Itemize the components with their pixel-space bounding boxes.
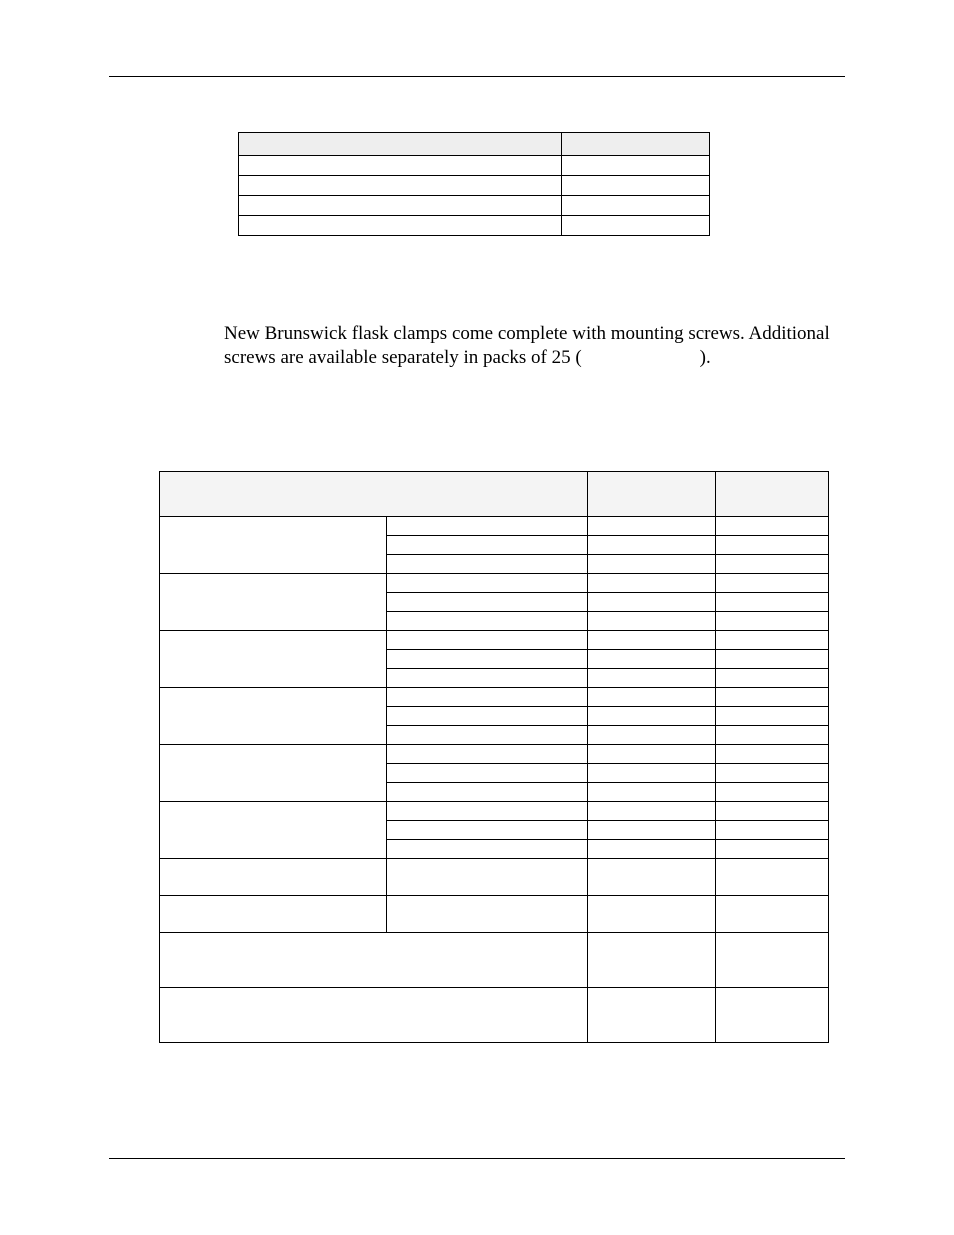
table-cell: [588, 574, 716, 593]
footer-rule: [109, 1158, 845, 1159]
table-cell: [387, 802, 588, 821]
table-header-cell: [562, 133, 710, 156]
table-cell: [588, 896, 716, 933]
table-row: [239, 216, 710, 236]
table-cell: [588, 988, 716, 1043]
table-cell: [387, 896, 588, 933]
table-cell: [387, 859, 588, 896]
table-group-cell: [160, 517, 387, 574]
table-cell: [239, 216, 562, 236]
table-cell: [387, 574, 588, 593]
table-cell: [716, 707, 829, 726]
table-row: [160, 574, 829, 593]
table-header-cell: [588, 472, 716, 517]
table-cell: [588, 707, 716, 726]
table-cell: [716, 593, 829, 612]
table-cell: [716, 821, 829, 840]
table-cell: [716, 555, 829, 574]
table-cell: [387, 688, 588, 707]
table-group-cell: [160, 802, 387, 859]
table-group-cell: [160, 574, 387, 631]
table-cell: [562, 216, 710, 236]
header-rule: [109, 76, 845, 77]
table-row: [160, 688, 829, 707]
table-cell: [387, 612, 588, 631]
table-cell: [716, 745, 829, 764]
table-cell: [387, 517, 588, 536]
table-cell: [387, 840, 588, 859]
table-cell: [588, 631, 716, 650]
table-cell: [387, 669, 588, 688]
table-group-cell: [160, 631, 387, 688]
small-table: [238, 132, 710, 236]
table-cell: [387, 593, 588, 612]
table-row: [239, 156, 710, 176]
table-merged-cell: [160, 933, 588, 988]
table-cell: [716, 517, 829, 536]
clamp-screws-note: [224, 322, 844, 370]
table-merged-cell: [160, 988, 588, 1043]
table-cell: [588, 612, 716, 631]
table-cell: [387, 555, 588, 574]
table-cell: [239, 176, 562, 196]
table-cell: [239, 196, 562, 216]
table-cell: [562, 156, 710, 176]
table-cell: [716, 764, 829, 783]
table-cell: [716, 669, 829, 688]
table-cell: [387, 650, 588, 669]
table-cell: [588, 688, 716, 707]
table-cell: [716, 574, 829, 593]
table-cell: [160, 859, 387, 896]
table-row: [239, 196, 710, 216]
table-cell: [387, 536, 588, 555]
table-cell: [588, 593, 716, 612]
table-cell: [588, 840, 716, 859]
table-cell: [716, 612, 829, 631]
table-cell: [387, 745, 588, 764]
table-row: [160, 988, 829, 1043]
note-line-2-start: screws are available separately in packs of 25 (: [224, 347, 582, 368]
table-row: [160, 517, 829, 536]
clamp-table: [159, 471, 829, 1043]
table-cell: [716, 859, 829, 896]
table-row: [160, 802, 829, 821]
table-cell: [588, 517, 716, 536]
table-cell: [716, 988, 829, 1043]
table-cell: [716, 933, 829, 988]
table-row: [160, 631, 829, 650]
table-cell: [588, 745, 716, 764]
table-cell: [716, 802, 829, 821]
table-header-cell: [160, 472, 588, 517]
table-cell: [588, 933, 716, 988]
table-cell: [716, 536, 829, 555]
table-cell: [716, 631, 829, 650]
table-cell: [588, 764, 716, 783]
table-header-cell: [239, 133, 562, 156]
note-line-1: New Brunswick flask clamps come complete with mounting screws. Additional: [224, 323, 830, 344]
table-row: [160, 745, 829, 764]
table-cell: [160, 896, 387, 933]
table-cell: [562, 196, 710, 216]
table-cell: [387, 707, 588, 726]
table-cell: [588, 650, 716, 669]
table-header-row: [239, 133, 710, 156]
table-header-row: [160, 472, 829, 517]
table-cell: [716, 840, 829, 859]
table-cell: [387, 821, 588, 840]
table-cell: [387, 726, 588, 745]
table-cell: [588, 783, 716, 802]
table-group-cell: [160, 745, 387, 802]
table-cell: [716, 726, 829, 745]
table-cell: [588, 669, 716, 688]
table-cell: [716, 688, 829, 707]
table-cell: [716, 650, 829, 669]
table-cell: [588, 536, 716, 555]
table-row: [239, 176, 710, 196]
table-header-cell: [716, 472, 829, 517]
table-cell: [387, 783, 588, 802]
note-line-2-end: ).: [699, 347, 711, 368]
table-row: [160, 933, 829, 988]
table-cell: [588, 821, 716, 840]
table-cell: [387, 764, 588, 783]
table-cell: [588, 802, 716, 821]
table-cell: [562, 176, 710, 196]
table-cell: [239, 156, 562, 176]
table-cell: [588, 726, 716, 745]
table-row: [160, 859, 829, 896]
table-cell: [716, 783, 829, 802]
table-cell: [716, 896, 829, 933]
table-cell: [588, 859, 716, 896]
table-group-cell: [160, 688, 387, 745]
table-cell: [387, 631, 588, 650]
table-row: [160, 896, 829, 933]
table-cell: [588, 555, 716, 574]
